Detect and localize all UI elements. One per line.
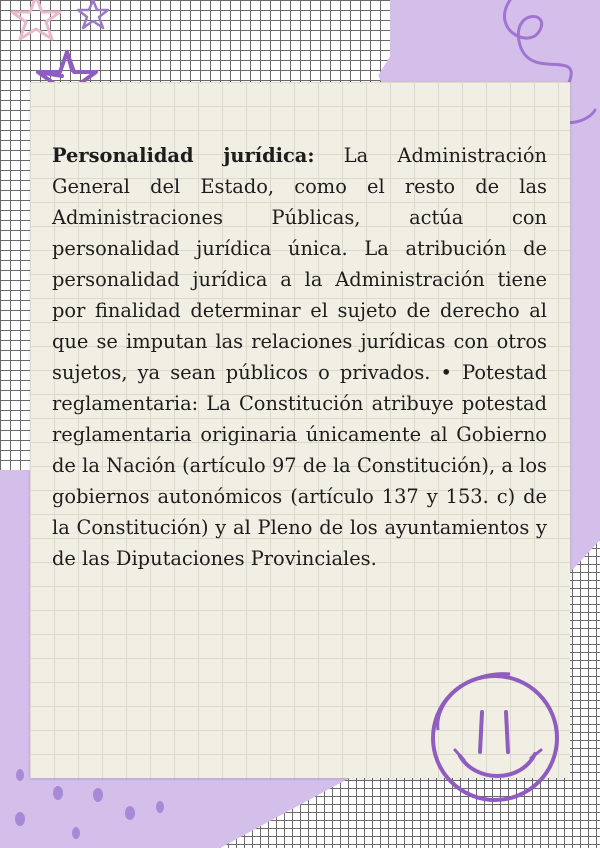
paragraph-body: La Administración General del Estado, como el resto de las Administraciones Públicas, actúa con personalidad jurídica única. La atribución de personalidad jurídica a la Administración tiene por finalidad determinar el sujeto de derecho al que se imputan las relaciones jurídicas con otros sujetos, ya sean públicos o privados. • Potestad reglamentaria: La Constitución atribuye potestad reglamentaria originaria únicamente al Gobierno de la Nación (artículo 97 de la Constitución), a los gobiernos autonómicos (artículo 137 y 153. c) de la Constitución) y al Pleno de los ayuntamientos y de las Diputaciones Provinciales.	[52, 144, 547, 570]
star-outline-pink-icon	[6, 0, 66, 44]
document-text	[52, 140, 547, 574]
star-outline-small-icon	[74, 0, 112, 32]
smiley-face-icon	[420, 660, 570, 810]
section-heading: Personalidad jurídica:	[52, 144, 315, 167]
